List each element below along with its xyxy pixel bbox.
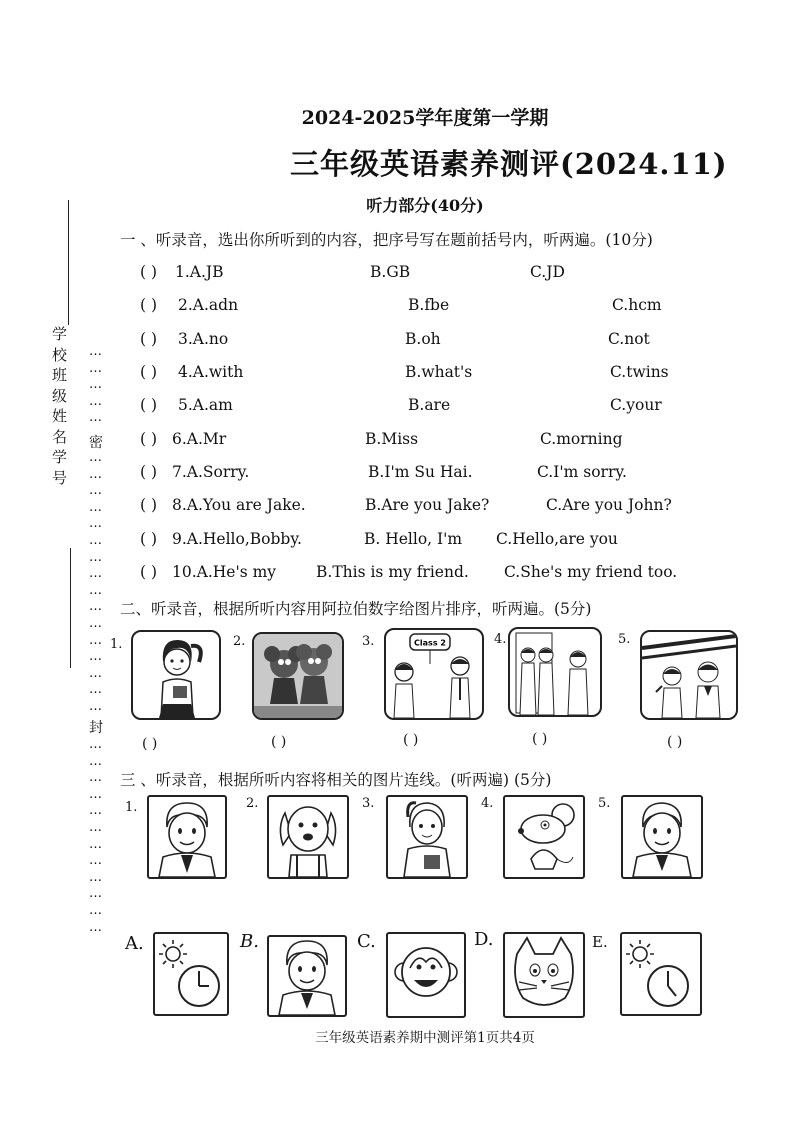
s3-picture-clock-sun-1 [153,932,229,1016]
q10-option-c: C.She's my friend too. [504,563,678,581]
s2-blank-2[interactable]: ( ) [271,734,287,750]
listening-part-title: 听力部分(40分) [366,196,484,215]
section2-instruction: 二、听录音，根据所听内容用阿拉伯数字给图片排序，听两遍。(5分) [120,600,592,618]
s2-blank-3[interactable]: ( ) [403,732,419,748]
student-info-labels: 学 校 班 级 姓 名 学 号 [52,325,68,487]
exam-term: 2024-2025学年度第一学期 [301,107,549,129]
q10-option-b: B.This is my friend. [316,563,469,581]
s2-picture-three-children [508,627,602,717]
q8-paren[interactable]: ( ) [140,496,158,514]
q2-option-a: 2.A.adn [178,296,239,314]
page-footer: 三年级英语素养期中测评第1页共4页 [315,1030,535,1046]
q7-option-a: 7.A.Sorry. [172,463,250,481]
q10-paren[interactable]: ( ) [140,563,158,581]
s2-number-2: 2. [233,634,246,649]
q1-paren[interactable]: ( ) [140,263,158,281]
s3-letter-e: E. [592,933,608,951]
q7-paren[interactable]: ( ) [140,463,158,481]
seal-dots-middle: … … … … … … … … … … … … … … … … [89,450,101,714]
q3-option-c: C.not [608,330,650,348]
s3-number-2: 2. [246,796,259,811]
seal-mark-feng: 封 [89,720,103,736]
q3-option-b: B.oh [405,330,441,348]
exam-title: 三年级英语素养测评(2024.11) [290,147,728,181]
q9-option-c: C.Hello,are you [496,530,618,548]
q2-paren[interactable]: ( ) [140,296,158,314]
q4-paren[interactable]: ( ) [140,363,158,381]
seal-mark-mi: 密 [89,435,103,451]
q3-option-a: 3.A.no [178,330,229,348]
q6-option-c: C.morning [540,430,623,448]
section3-instruction: 三 、听录音，根据所听内容将相关的图片连线。(听两遍) (5分) [120,771,552,789]
class-2-sign: Class 2 [414,638,446,648]
s3-number-5: 5. [598,796,611,811]
s2-blank-1[interactable]: ( ) [142,736,158,752]
q4-option-c: C.twins [610,363,669,381]
s3-letter-b: B. [240,931,259,952]
q5-option-c: C.your [610,396,662,414]
q7-option-b: B.I'm Su Hai. [368,463,473,481]
s3-picture-girl [386,795,468,879]
q6-option-b: B.Miss [365,430,419,448]
q1-option-c: C.JD [530,263,565,281]
s3-number-3: 3. [362,796,375,811]
s2-picture-cartoon-animals [252,632,344,720]
s3-picture-boy-b [267,935,347,1017]
q5-option-b: B.are [408,396,451,414]
q4-option-a: 4.A.with [178,363,244,381]
s2-number-4: 4. [494,632,507,647]
q1-option-a: 1.A.JB [175,263,224,281]
s3-picture-dog [267,795,349,879]
s2-picture-girl [131,630,221,720]
s3-letter-c: C. [357,931,376,952]
q6-option-a: 6.A.Mr [172,430,227,448]
s2-number-3: 3. [362,634,375,649]
s2-blank-5[interactable]: ( ) [667,734,683,750]
q8-option-a: 8.A.You are Jake. [172,496,306,514]
q4-option-b: B.what's [405,363,473,381]
q3-paren[interactable]: ( ) [140,330,158,348]
s2-picture-classroom-greeting [640,630,738,720]
s3-picture-boy [147,795,227,879]
s3-number-4: 4. [481,796,494,811]
section1-instruction: 一 、听录音，选出你所听到的内容，把序号写在题前括号内，听两遍。(10分) [120,231,653,249]
s2-number-5: 5. [618,632,631,647]
s3-letter-d: D. [474,929,494,950]
s3-picture-mouse [503,795,585,879]
s3-number-1: 1. [125,800,138,815]
s3-picture-monkey [386,932,466,1018]
s3-letter-a: A. [125,933,144,954]
q2-option-b: B.fbe [408,296,450,314]
q9-option-b: B. Hello, I'm [364,530,463,548]
q8-option-b: B.Are you Jake? [365,496,490,514]
s3-picture-boy-smiling [621,795,703,879]
q5-paren[interactable]: ( ) [140,396,158,414]
s3-picture-cat [503,932,585,1018]
q10-option-a: 10.A.He's my [172,563,277,581]
q8-option-c: C.Are you John? [546,496,672,514]
s2-blank-4[interactable]: ( ) [532,731,548,747]
s2-number-1: 1. [110,637,123,652]
q9-paren[interactable]: ( ) [140,530,158,548]
q2-option-c: C.hcm [612,296,662,314]
q5-option-a: 5.A.am [178,396,233,414]
s3-picture-clock-sun-2 [620,932,702,1016]
binding-line-bottom [70,548,71,668]
binding-line-top [68,200,69,325]
q6-paren[interactable]: ( ) [140,430,158,448]
seal-dots-bottom: … … … … … … … … … … … … [89,737,101,935]
s2-picture-class-2 [384,628,484,720]
seal-dots-top: … … … … … [89,344,101,426]
q9-option-a: 9.A.Hello,Bobby. [172,530,302,548]
q1-option-b: B.GB [370,263,411,281]
q7-option-c: C.I'm sorry. [537,463,627,481]
